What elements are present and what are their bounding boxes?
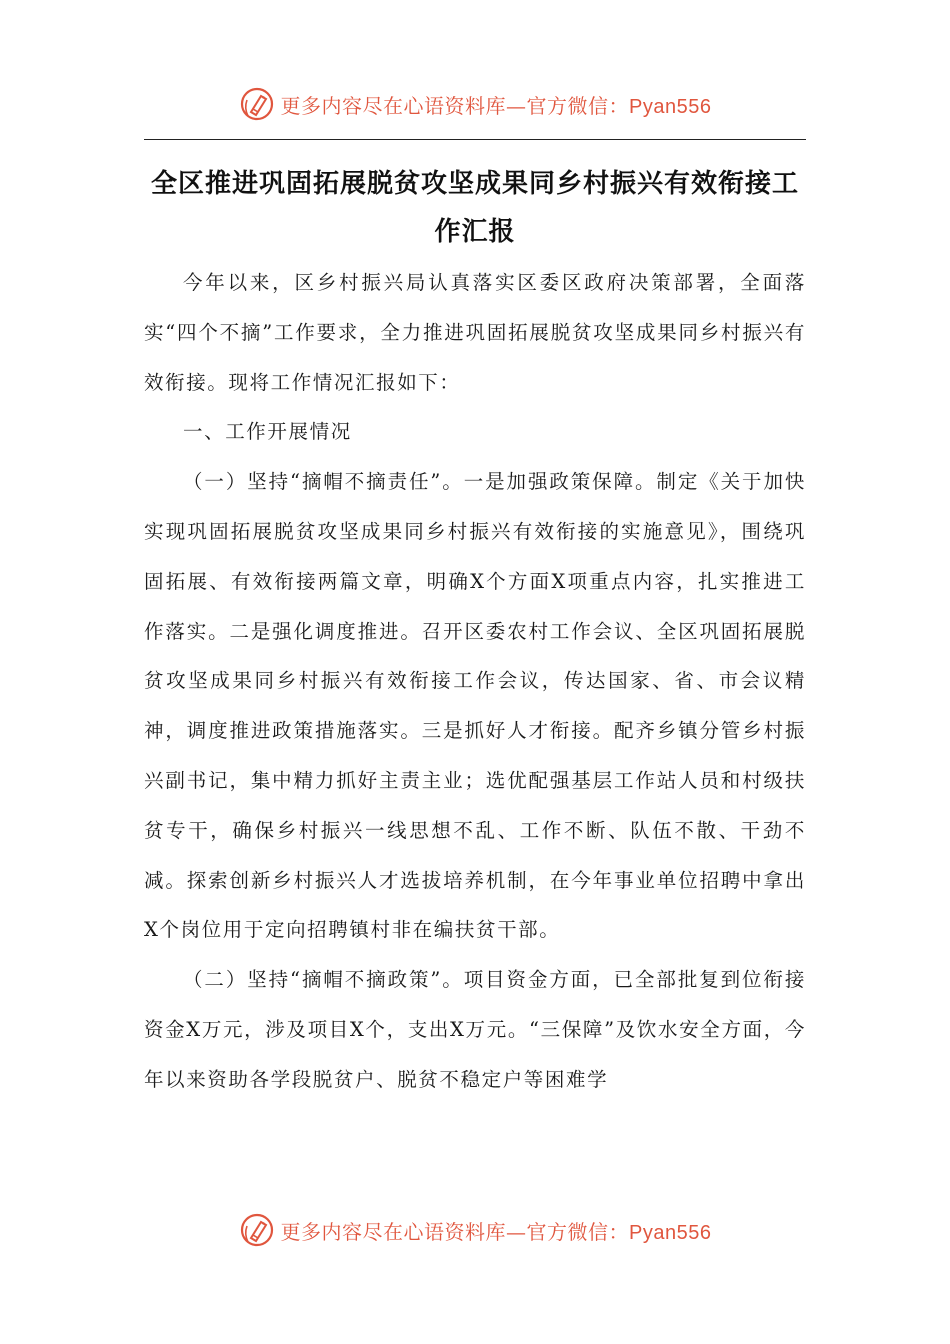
paragraph-responsibility: （一）坚持“摘帽不摘责任”。一是加强政策保障。制定《关于加快实现巩固拓展脱贫攻坚成果同乡村振兴有效衔接的实施意见》，围绕巩固拓展、有效衔接两篇文章，明确X个方面X项重点内容，扎实推进工作落实。二是强化调度推进。召开区委农村工作会议、全区巩固拓展脱贫攻坚成果同乡村振兴有效衔接工作会议，传达国家、省、市会议精神，调度推进政策措施落实。三是抓好人才衔接。配齐乡镇分管乡村振兴副书记，集中精力抓好主责主业；选优配强基层工作站人员和村级扶贫专干，确保乡村振兴一线思想不乱、工作不断、队伍不散、干劲不减。探索创新乡村振兴人才选拔培养机制，在今年事业单位招聘中拿出X个岗位用于定向招聘镇村非在编扶贫干部。	[144, 470, 806, 942]
header-watermark-banner	[0, 82, 950, 126]
pen-nib-circle-logo-icon	[239, 1212, 275, 1248]
header-watermark-text: 更多内容尽在心语资料库—官方微信：Pyan556	[280, 93, 712, 118]
section-heading-work-status: 一、工作开展情况	[183, 420, 352, 444]
document-title: 全区推进巩固拓展脱贫攻坚成果同乡村振兴有效衔接工作汇报	[150, 169, 799, 247]
paragraph-policy: （二）坚持“摘帽不摘政策”。项目资金方面，已全部批复到位衔接资金X万元，涉及项目X个，支出X万元。“三保障”及饮水安全方面，今年以来资助各学段脱贫户、脱贫不稳定户等困难学	[144, 968, 806, 1091]
header-divider	[144, 139, 806, 140]
footer-watermark-banner	[0, 1208, 950, 1252]
footer-watermark-text: 更多内容尽在心语资料库—官方微信：Pyan556	[280, 1219, 712, 1244]
paragraph-intro: 今年以来，区乡村振兴局认真落实区委区政府决策部署，全面落实“四个不摘”工作要求，全力推进巩固拓展脱贫攻坚成果同乡村振兴有效衔接。现将工作情况汇报如下：	[144, 271, 806, 394]
document-body	[144, 258, 806, 1105]
pen-nib-circle-logo-icon	[239, 86, 275, 122]
